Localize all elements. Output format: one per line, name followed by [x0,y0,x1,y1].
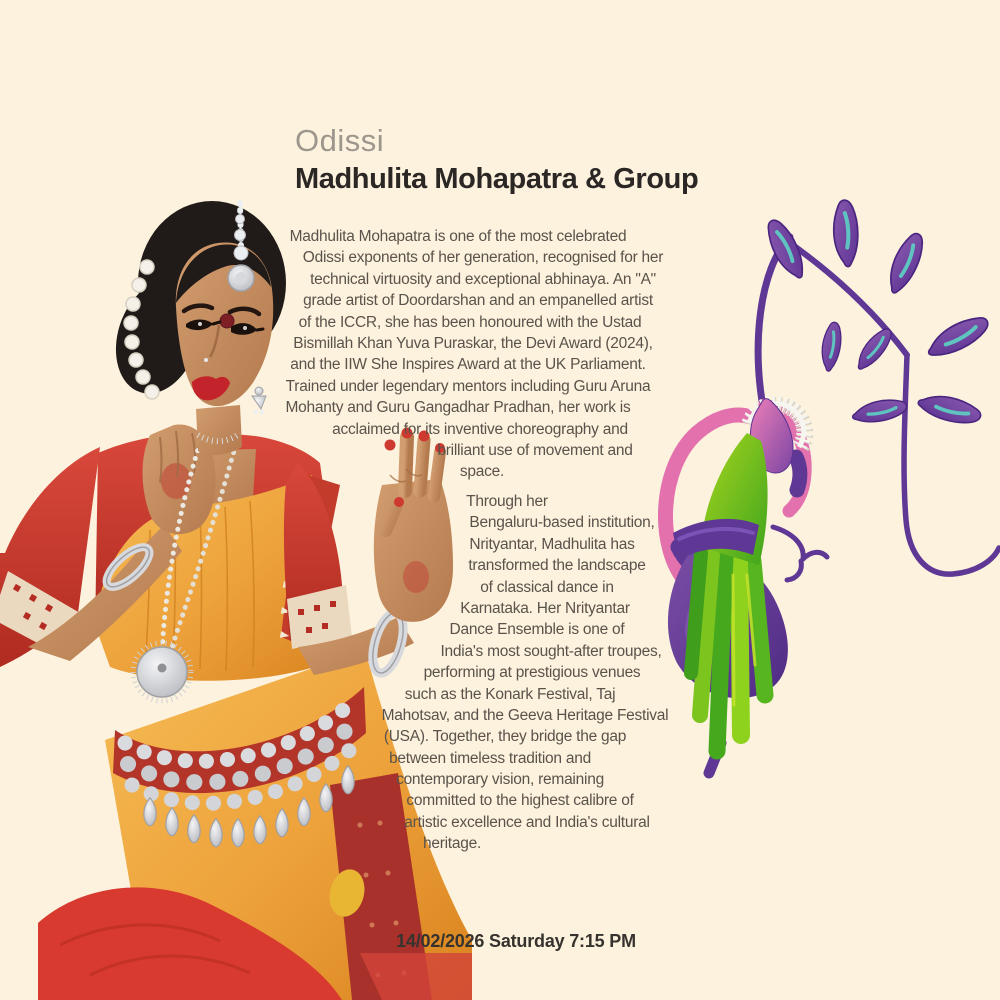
about-line: of the ICCR, she has been honoured with the Ustad [298,313,642,331]
about-paragraph-2 [377,491,677,855]
green-pleats [691,553,765,773]
about-line: acclaimed for its inventive choreography and [332,420,628,438]
about-line: Bengaluru-based institution, [469,514,655,532]
about-line: Odissi exponents of her generation, recognised for her [302,249,664,267]
about-line: Mohanty and Guru Gangadhar Pradhan, her work is [285,399,631,417]
page-title: Madhulita Mohapatra & Group [295,163,699,196]
about-line: Nrityantar, Madhulita has [469,535,635,553]
about-line: of classical dance in [480,578,614,596]
about-paragraph-1 [250,226,690,483]
about-line: performing at prestigious venues [423,664,641,682]
about-line: contemporary vision, remaining [396,771,604,789]
event-datetime: 14/02/2026 Saturday 7:15 PM [396,931,636,951]
about-line: brilliant use of movement and [437,441,633,459]
vine-tendril [904,355,999,574]
sprig [773,527,827,580]
about-line: heritage. [422,835,482,853]
about-line: such as the Konark Festival, Taj [404,685,616,703]
folk-dancer-motif-illustration [655,195,1000,785]
leafy-branch [758,199,992,428]
about-line: transformed the landscape [468,557,646,575]
about-line: Bismillah Khan Yuva Puraskar, the Devi Award (2024), [293,334,653,352]
dance-style-label: Odissi [295,123,385,158]
about-line: and the IIW She Inspires Award at the UK Parliament. [290,356,646,374]
about-line: Karnataka. Her Nrityantar [460,599,630,617]
about-line: space. [459,463,505,481]
about-line: Mahotsav, and the Geeva Heritage Festival [381,706,669,724]
about-line: artistic excellence and India's cultural [404,813,650,831]
about-line: India's most sought-after troupes, [440,642,662,660]
about-line: technical virtuosity and exceptional abhinaya. An "A" [310,270,656,288]
about-line: Dance Ensemble is one of [449,621,625,639]
about-line: between timeless tradition and [389,749,591,767]
header [295,124,698,197]
about-line: Through her [466,493,548,510]
about-line: Trained under legendary mentors including Guru Aruna [285,377,651,395]
about-line: Madhulita Mohapatra is one of the most celebrated [289,228,627,245]
about-line: (USA). Together, they bridge the gap [383,728,627,746]
about-line: grade artist of Doordarshan and an empanelled artist [303,292,653,310]
about-line: committed to the highest calibre of [406,792,634,810]
bindi [220,314,234,328]
